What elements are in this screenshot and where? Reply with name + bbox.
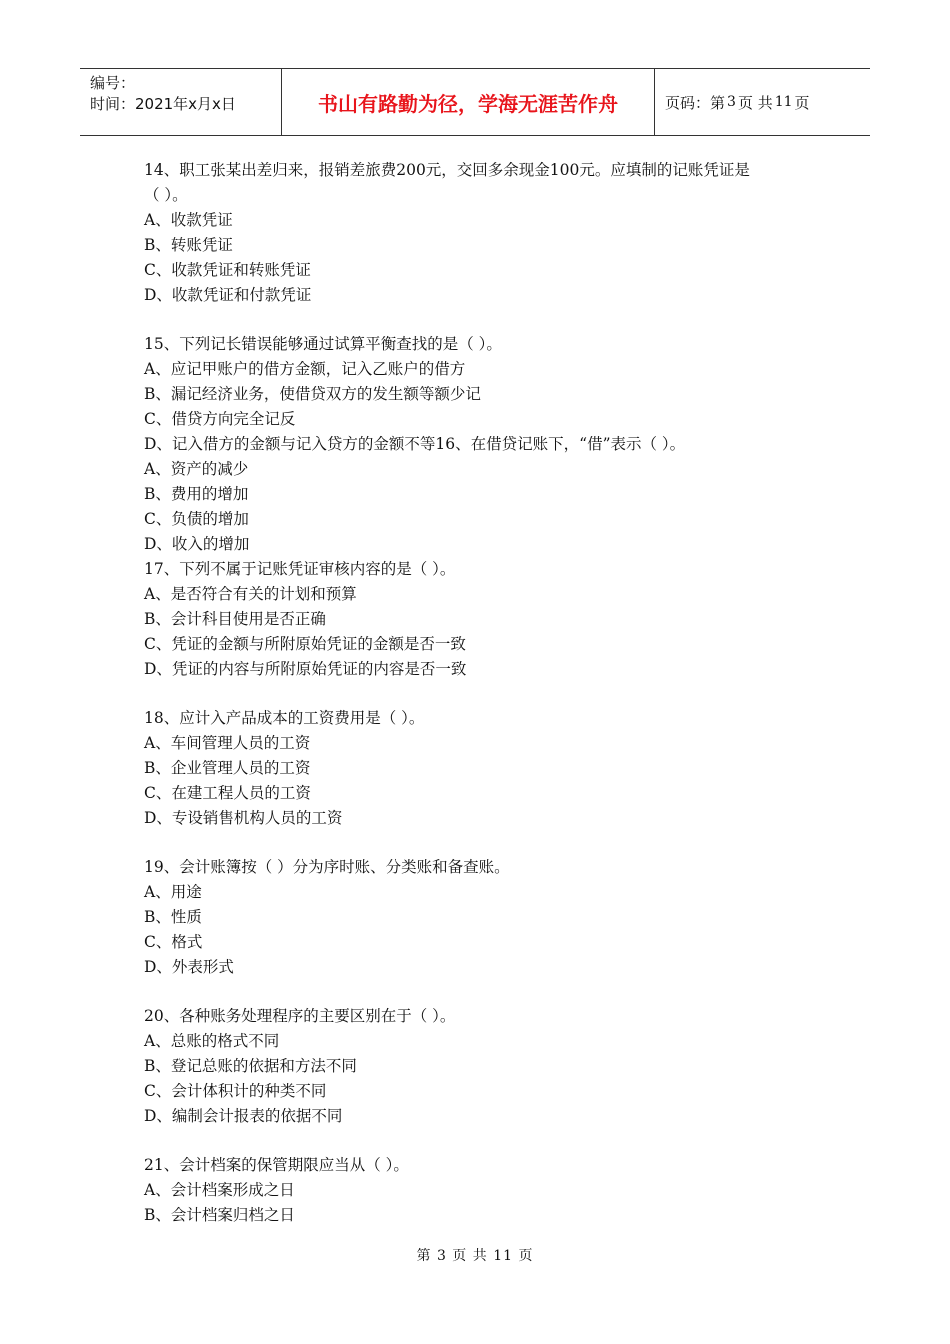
question-text: 19、会计账簿按（ ）分为序时账、分类账和备查账。 xyxy=(144,858,510,876)
blank-line xyxy=(144,308,824,332)
header-page-indicator xyxy=(655,69,870,135)
blank-line xyxy=(144,682,824,706)
answer-option: B、会计科目使用是否正确 xyxy=(144,610,326,628)
answer-option: A、资产的减少 xyxy=(144,460,249,478)
page-mid: 页 共 xyxy=(737,93,773,112)
answer-option: C、格式 xyxy=(144,933,203,951)
answer-option: A、用途 xyxy=(144,883,202,901)
answer-option: A、是否符合有关的计划和预算 xyxy=(144,585,357,603)
page-prefix: 页码：第 xyxy=(665,93,726,112)
answer-option: A、收款凭证 xyxy=(144,211,233,229)
blank-line xyxy=(144,1129,824,1153)
answer-option: D、凭证的内容与所附原始凭证的内容是否一致 xyxy=(144,660,467,678)
page-header xyxy=(80,68,870,136)
question-text: 21、会计档案的保管期限应当从（ ）。 xyxy=(144,1156,409,1174)
page-current-number: 3 xyxy=(727,94,736,110)
page-footer: 第 3 页 共 11 页 xyxy=(416,1248,534,1264)
answer-option: A、会计档案形成之日 xyxy=(144,1181,295,1199)
answer-option: C、会计体积计的种类不同 xyxy=(144,1082,327,1100)
page-total-number: 11 xyxy=(774,94,793,110)
answer-option: C、凭证的金额与所附原始凭证的金额是否一致 xyxy=(144,635,466,653)
answer-option: D、专设销售机构人员的工资 xyxy=(144,809,343,827)
answer-option: B、会计档案归档之日 xyxy=(144,1206,295,1224)
document-time-label: 时间：2021年x月x日 xyxy=(90,95,236,113)
header-motto: 书山有路勤为径，学海无涯苦作舟 xyxy=(282,69,655,135)
answer-option: A、车间管理人员的工资 xyxy=(144,734,311,752)
blank-line xyxy=(144,831,824,855)
answer-option: D、外表形式 xyxy=(144,958,234,976)
page-suffix: 页 xyxy=(794,93,810,112)
answer-option: D、收入的增加 xyxy=(144,535,250,553)
question-text: 20、各种账务处理程序的主要区别在于（ ）。 xyxy=(144,1007,456,1025)
answer-option: B、漏记经济业务，使借贷双方的发生额等额少记 xyxy=(144,385,481,403)
question-text: 18、应计入产品成本的工资费用是（ ）。 xyxy=(144,709,425,727)
question-text: 14、职工张某出差归来，报销差旅费200元，交回多余现金100元。应填制的记账凭证是 xyxy=(144,161,750,179)
answer-option: B、登记总账的依据和方法不同 xyxy=(144,1057,357,1075)
question-text: 17、下列不属于记账凭证审核内容的是（ ）。 xyxy=(144,560,456,578)
answer-option: B、转账凭证 xyxy=(144,236,233,254)
answer-option: A、应记甲账户的借方金额，记入乙账户的借方 xyxy=(144,360,466,378)
answer-option: A、总账的格式不同 xyxy=(144,1032,280,1050)
answer-option: C、收款凭证和转账凭证 xyxy=(144,261,311,279)
answer-option: D、记入借方的金额与记入贷方的金额不等16、在借贷记账下，“借”表示（ ）。 xyxy=(144,435,686,453)
header-meta xyxy=(80,69,282,135)
answer-option: B、性质 xyxy=(144,908,202,926)
answer-option: C、负债的增加 xyxy=(144,510,249,528)
answer-option: C、在建工程人员的工资 xyxy=(144,784,311,802)
blank-line xyxy=(144,980,824,1004)
answer-option: C、借贷方向完全记反 xyxy=(144,410,296,428)
question-text: 15、下列记长错误能够通过试算平衡查找的是（ ）。 xyxy=(144,335,502,353)
answer-option: D、编制会计报表的依据不同 xyxy=(144,1107,343,1125)
question-content xyxy=(144,158,824,1228)
answer-option: D、收款凭证和付款凭证 xyxy=(144,286,312,304)
answer-option: B、费用的增加 xyxy=(144,485,249,503)
question-text: （ ）。 xyxy=(144,186,188,204)
answer-option: B、企业管理人员的工资 xyxy=(144,759,311,777)
document-number-label: 编号： xyxy=(90,74,136,92)
